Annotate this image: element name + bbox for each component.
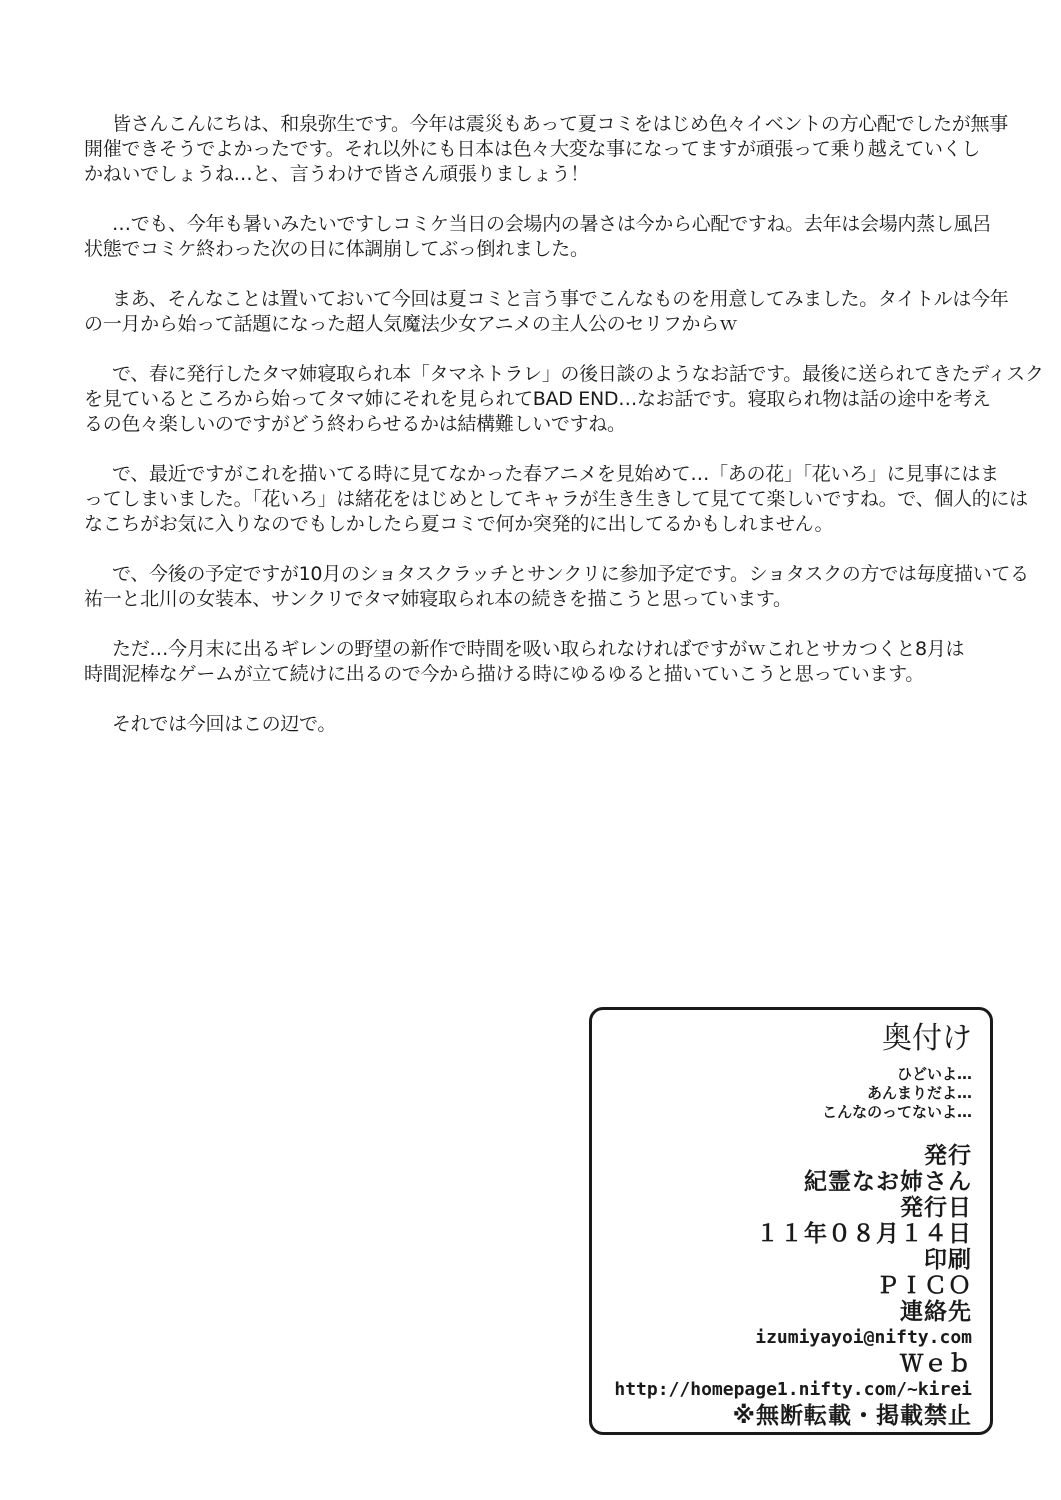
email-address: izumiyayoi@nifty.com bbox=[755, 1327, 972, 1348]
quote-line: こんなのってないよ… bbox=[822, 1103, 972, 1121]
print-label: 印刷 bbox=[924, 1247, 972, 1273]
afterword-text bbox=[84, 112, 1044, 762]
afterword-line: を見ているところから始ってタマ姉にそれを見られてBAD END…なお話です。寝取られ物は話の途中を考え bbox=[84, 388, 991, 410]
quote-line: ひどいよ… bbox=[896, 1065, 972, 1083]
afterword-line: で、春に発行したタマ姉寝取られ本「タマネトラレ」の後日談のようなお話です。最後に送られてきたディスク bbox=[112, 363, 1044, 385]
afterword-paragraph bbox=[84, 637, 1004, 687]
afterword-line: るの色々楽しいのですがどう終わらせるかは結構難しいですね。 bbox=[84, 413, 626, 435]
colophon-title: 奥付け bbox=[882, 1021, 972, 1056]
afterword-line: 状態でコミケ終わった次の日に体調崩してぶっ倒れました。 bbox=[84, 238, 589, 260]
afterword-line: それでは今回はこの辺で。 bbox=[112, 713, 337, 735]
afterword-paragraph bbox=[84, 212, 1004, 262]
afterword-line: 皆さんこんにちは、和泉弥生です。今年は震災もあって夏コミをはじめ色々イベントの方心配でしたが無事 bbox=[112, 113, 1008, 135]
reprint-notice: ※無断転載・掲載禁止 bbox=[732, 1403, 972, 1429]
date-value: １１年０８月１４日 bbox=[756, 1221, 972, 1247]
quote-line: あんまりだよ… bbox=[866, 1084, 972, 1102]
publisher-label: 発行 bbox=[924, 1143, 972, 1169]
afterword-paragraph bbox=[84, 287, 1009, 337]
afterword-line: で、今後の予定ですが10月のショタスクラッチとサンクリに参加予定です。ショタスクの方では毎度描いてる bbox=[112, 563, 1029, 585]
website-url: http://homepage1.nifty.com/~kirei bbox=[614, 1379, 972, 1400]
afterword-line: かねいでしょうね…と、言うわけで皆さん頑張りましょう！ bbox=[84, 163, 589, 185]
afterword-line: ってしまいました。「花いろ」は緒花をはじめとしてキャラが生き生きして見てて楽しいですね。で、個人的には bbox=[84, 488, 1028, 510]
afterword-line: …でも、今年も暑いみたいですしコミケ当日の会場内の暑さは今から心配ですね。去年は会場内蒸し風呂 bbox=[112, 213, 991, 235]
date-label: 発行日 bbox=[900, 1195, 972, 1221]
colophon-box bbox=[589, 1007, 993, 1435]
afterword-paragraph bbox=[84, 462, 1028, 537]
afterword-line: で、最近ですがこれを描いてる時に見てなかった春アニメを見始めて…「あの花」「花いろ」に見事にはま bbox=[112, 463, 999, 485]
afterword-line: 祐一と北川の女装本、サンクリでタマ姉寝取られ本の続きを描こうと思っています。 bbox=[84, 588, 792, 610]
afterword-line: 開催できそうでよかったです。それ以外にも日本は色々大変な事になってますが頑張って乗り越えていくし bbox=[84, 138, 981, 160]
afterword-line: ただ…今月末に出るギレンの野望の新作で時間を吸い取られなければですがｗこれとサカつくと8月は bbox=[112, 638, 965, 660]
colophon-quotes bbox=[602, 1065, 972, 1122]
afterword-paragraph bbox=[84, 362, 1044, 437]
afterword-line: の一月から始って話題になった超人気魔法少女アニメの主人公のセリフからｗ bbox=[84, 313, 738, 335]
afterword-line: 時間泥棒なゲームが立て続けに出るので今から描ける時にゆるゆると描いていこうと思っています。 bbox=[84, 663, 924, 685]
afterword-paragraph bbox=[84, 712, 1004, 737]
afterword-line: まあ、そんなことは置いておいて今回は夏コミと言う事でこんなものを用意してみました。タイトルは今年 bbox=[112, 288, 1009, 310]
printer-name: ＰＩＣＯ bbox=[876, 1273, 972, 1299]
web-label: Ｗｅｂ bbox=[900, 1351, 972, 1377]
circle-name: 紀霊なお姉さん bbox=[804, 1169, 972, 1195]
colophon-items bbox=[602, 1143, 972, 1429]
contact-label: 連絡先 bbox=[900, 1299, 972, 1325]
afterword-paragraph bbox=[84, 562, 1029, 612]
afterword-paragraph bbox=[84, 112, 1008, 187]
afterword-line: なこちがお気に入りなのでもしかしたら夏コミで何か突発的に出してるかもしれません。 bbox=[84, 513, 834, 535]
